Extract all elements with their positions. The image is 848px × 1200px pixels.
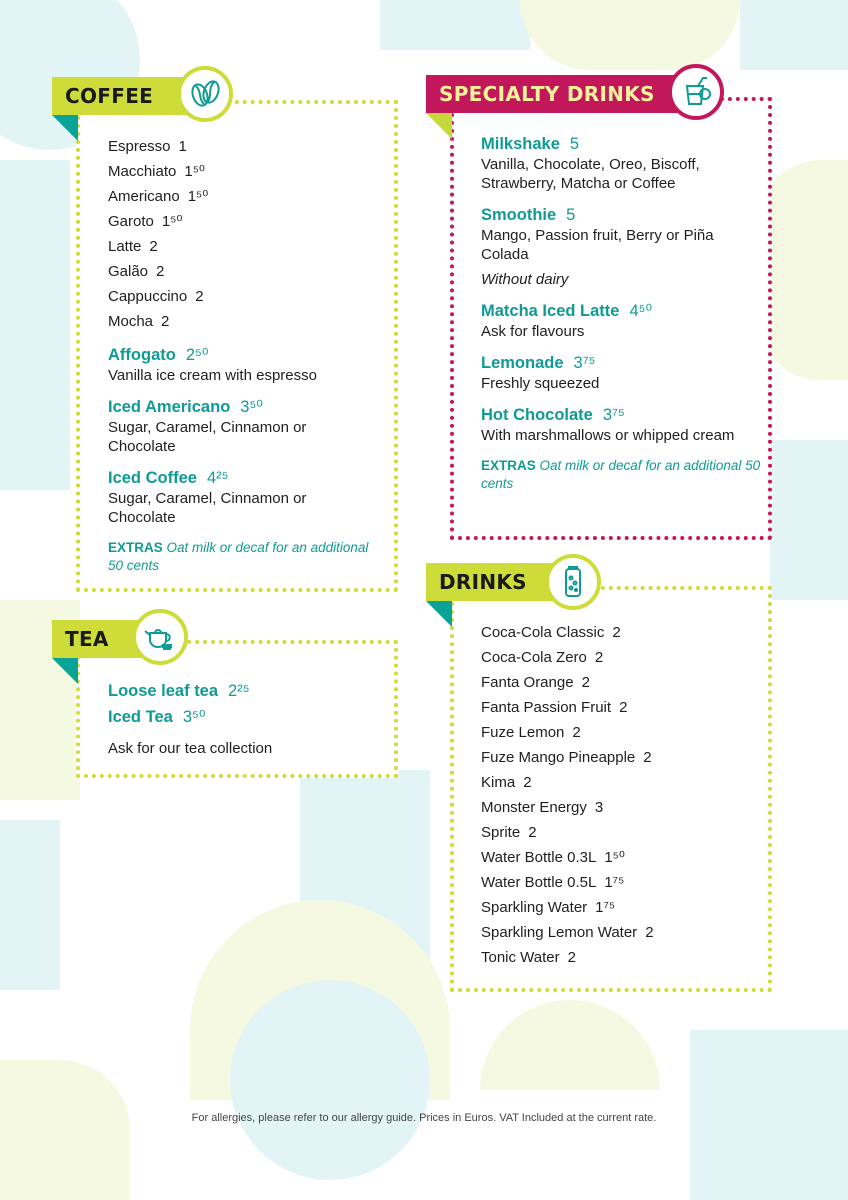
coffee-simple-list <box>108 134 378 334</box>
menu-item <box>481 133 761 193</box>
item-price: 5 <box>566 206 576 224</box>
item-name: Galão <box>108 263 149 280</box>
menu-item <box>108 309 378 334</box>
menu-item <box>108 184 378 209</box>
item-price: 2 <box>195 288 204 305</box>
drinks-title: DRINKS <box>439 570 527 594</box>
specialty-extras-text: Oat milk or decaf for an additional 50 cents <box>481 458 761 491</box>
item-name: Sparkling Lemon Water <box>481 924 638 941</box>
item-price: 2 <box>156 263 165 280</box>
menu-item <box>481 845 761 870</box>
item-description: With marshmallows or whipped cream <box>481 427 735 444</box>
item-name: Matcha Iced Latte <box>481 302 620 320</box>
coffee-extras <box>108 539 378 575</box>
item-description: Sugar, Caramel, Cinnamon or Chocolate <box>108 419 307 455</box>
item-name: Kima <box>481 774 516 791</box>
item-price: 4²⁵ <box>206 469 229 487</box>
menu-item <box>481 795 761 820</box>
menu-item <box>481 352 761 393</box>
item-name: Sparkling Water <box>481 899 588 916</box>
item-name: Fanta Passion Fruit <box>481 699 612 716</box>
item-heading <box>481 133 761 155</box>
item-name: Garoto <box>108 213 154 230</box>
item-note: Without dairy <box>481 271 569 288</box>
item-name: Affogato <box>108 346 176 364</box>
tea-badge <box>132 609 188 665</box>
item-name: Tonic Water <box>481 949 560 966</box>
item-name: Loose leaf tea <box>108 682 219 700</box>
item-name: Milkshake <box>481 135 560 153</box>
menu-item <box>108 678 378 704</box>
menu-item <box>481 204 761 289</box>
item-price: 2 <box>594 649 604 666</box>
menu-item <box>481 720 761 745</box>
item-price: 3⁷⁵ <box>602 406 625 424</box>
menu-item <box>108 159 378 184</box>
footer-note: For allergies, please refer to our allergy guide. Prices in Euros. VAT Included at the current rate. <box>191 1112 657 1124</box>
item-name: Sprite <box>481 824 521 841</box>
item-name: Macchiato <box>108 163 177 180</box>
item-name: Fanta Orange <box>481 674 574 691</box>
item-price: 2 <box>645 924 654 941</box>
item-heading <box>481 204 761 226</box>
item-heading <box>108 396 378 418</box>
item-price: 1 <box>178 138 187 155</box>
coffee-header <box>52 77 197 115</box>
coffee-header-fold <box>52 115 78 141</box>
item-price: 3⁵⁰ <box>240 398 263 416</box>
item-heading <box>108 467 378 489</box>
menu-item <box>481 920 761 945</box>
tea-title: TEA <box>65 627 109 651</box>
item-description: Vanilla ice cream with espresso <box>108 367 317 384</box>
bg-shape <box>0 820 60 990</box>
teapot-icon <box>142 619 178 655</box>
menu-item <box>108 344 378 385</box>
item-price: 2 <box>572 724 581 741</box>
item-price: 2 <box>643 749 652 766</box>
menu-item <box>108 259 378 284</box>
drinks-content <box>481 620 761 970</box>
item-price: 1⁷⁵ <box>595 899 616 916</box>
item-price: 2⁵⁰ <box>185 346 209 364</box>
item-name: Mocha <box>108 313 154 330</box>
item-price: 1⁵⁰ <box>184 163 205 180</box>
menu-item <box>481 404 761 445</box>
item-name: Iced Americano <box>108 398 231 416</box>
tea-note: Ask for our tea collection <box>108 740 273 757</box>
item-price: 1⁵⁰ <box>187 188 209 205</box>
menu-item <box>108 284 378 309</box>
item-heading <box>108 344 378 366</box>
bg-shape <box>0 160 70 490</box>
menu-item <box>481 300 761 341</box>
item-name: Smoothie <box>481 206 557 224</box>
menu-item <box>481 670 761 695</box>
item-description: Sugar, Caramel, Cinnamon or Chocolate <box>108 490 307 526</box>
item-description: Ask for flavours <box>481 323 585 340</box>
item-name: Fuze Lemon <box>481 724 565 741</box>
item-price: 2 <box>581 674 590 691</box>
menu-item <box>108 234 378 259</box>
item-heading <box>481 352 761 374</box>
item-heading <box>481 300 761 322</box>
menu-item <box>108 704 378 730</box>
item-name: Hot Chocolate <box>481 406 593 424</box>
menu-item <box>108 209 378 234</box>
item-price: 2 <box>523 774 532 791</box>
menu-item <box>481 620 761 645</box>
item-price: 2 <box>567 949 576 966</box>
menu-item <box>481 770 761 795</box>
item-name: Water Bottle 0.3L <box>481 849 597 866</box>
bg-shape <box>770 440 848 600</box>
drinks-list <box>481 620 761 970</box>
item-name: Coca-Cola Zero <box>481 649 587 666</box>
item-price: 2 <box>612 624 621 641</box>
drinks-badge <box>545 554 601 610</box>
specialty-extras-label: EXTRAS <box>481 458 536 473</box>
menu-item <box>481 820 761 845</box>
drinks-header <box>426 563 564 601</box>
item-price: 2 <box>619 699 628 716</box>
coffee-beans-icon <box>187 76 223 112</box>
menu-item <box>108 134 378 159</box>
item-name: Water Bottle 0.5L <box>481 874 597 891</box>
specialty-extras <box>481 457 761 493</box>
tea-list <box>108 678 378 730</box>
item-name: Iced Coffee <box>108 469 197 487</box>
coffee-featured-list <box>108 344 378 527</box>
item-price: 1⁵⁰ <box>604 849 625 866</box>
cocktail-glass-icon <box>678 74 714 110</box>
item-price: 2 <box>161 313 170 330</box>
menu-item <box>481 745 761 770</box>
item-name: Espresso <box>108 138 171 155</box>
specialty-badge <box>668 64 724 120</box>
specialty-content <box>481 133 761 493</box>
item-name: Coca-Cola Classic <box>481 624 605 641</box>
item-price: 2 <box>149 238 158 255</box>
tea-header-fold <box>52 658 78 684</box>
bg-shape <box>760 160 848 380</box>
item-heading <box>481 404 761 426</box>
bg-shape <box>740 0 848 70</box>
bg-shape <box>0 1060 130 1200</box>
bg-shape <box>380 0 530 50</box>
coffee-badge <box>177 66 233 122</box>
item-price: 3 <box>594 799 604 816</box>
coffee-content <box>108 134 378 575</box>
item-price: 2²⁵ <box>228 682 250 700</box>
coffee-extras-text: Oat milk or decaf for an additional 50 cents <box>108 540 369 573</box>
specialty-header <box>426 75 688 113</box>
item-name: Latte <box>108 238 142 255</box>
item-price: 3⁵⁰ <box>182 708 206 726</box>
item-name: Cappuccino <box>108 288 188 305</box>
item-description: Vanilla, Chocolate, Oreo, Biscoff, Strawberry, Matcha or Coffee <box>481 156 700 192</box>
item-name: Americano <box>108 188 180 205</box>
specialty-header-fold <box>426 113 452 139</box>
item-name: Monster Energy <box>481 799 587 816</box>
bg-shape <box>230 980 430 1180</box>
item-price: 5 <box>569 135 580 153</box>
item-price: 4⁵⁰ <box>629 302 653 320</box>
menu-item <box>481 870 761 895</box>
item-description: Mango, Passion fruit, Berry or Piña Colada <box>481 227 714 263</box>
item-price: 1⁷⁵ <box>604 874 625 891</box>
specialty-title: SPECIALTY DRINKS <box>439 82 655 106</box>
item-price: 3⁷⁵ <box>573 354 596 372</box>
drinks-header-fold <box>426 601 452 627</box>
item-name: Iced Tea <box>108 708 173 726</box>
item-description: Freshly squeezed <box>481 375 600 392</box>
item-price: 2 <box>528 824 537 841</box>
coffee-title: COFFEE <box>65 84 154 108</box>
item-price: 1⁵⁰ <box>161 213 183 230</box>
item-name: Fuze Mango Pineapple <box>481 749 636 766</box>
soda-can-icon <box>555 564 591 600</box>
menu-item <box>108 467 378 527</box>
bg-shape <box>480 1000 660 1090</box>
menu-item <box>481 945 761 970</box>
specialty-list <box>481 133 761 445</box>
item-name: Lemonade <box>481 354 564 372</box>
menu-item <box>481 895 761 920</box>
menu-item <box>481 645 761 670</box>
menu-item <box>108 396 378 456</box>
tea-content <box>108 678 378 758</box>
bg-shape <box>520 0 740 70</box>
menu-item <box>481 695 761 720</box>
coffee-extras-label: EXTRAS <box>108 540 163 555</box>
